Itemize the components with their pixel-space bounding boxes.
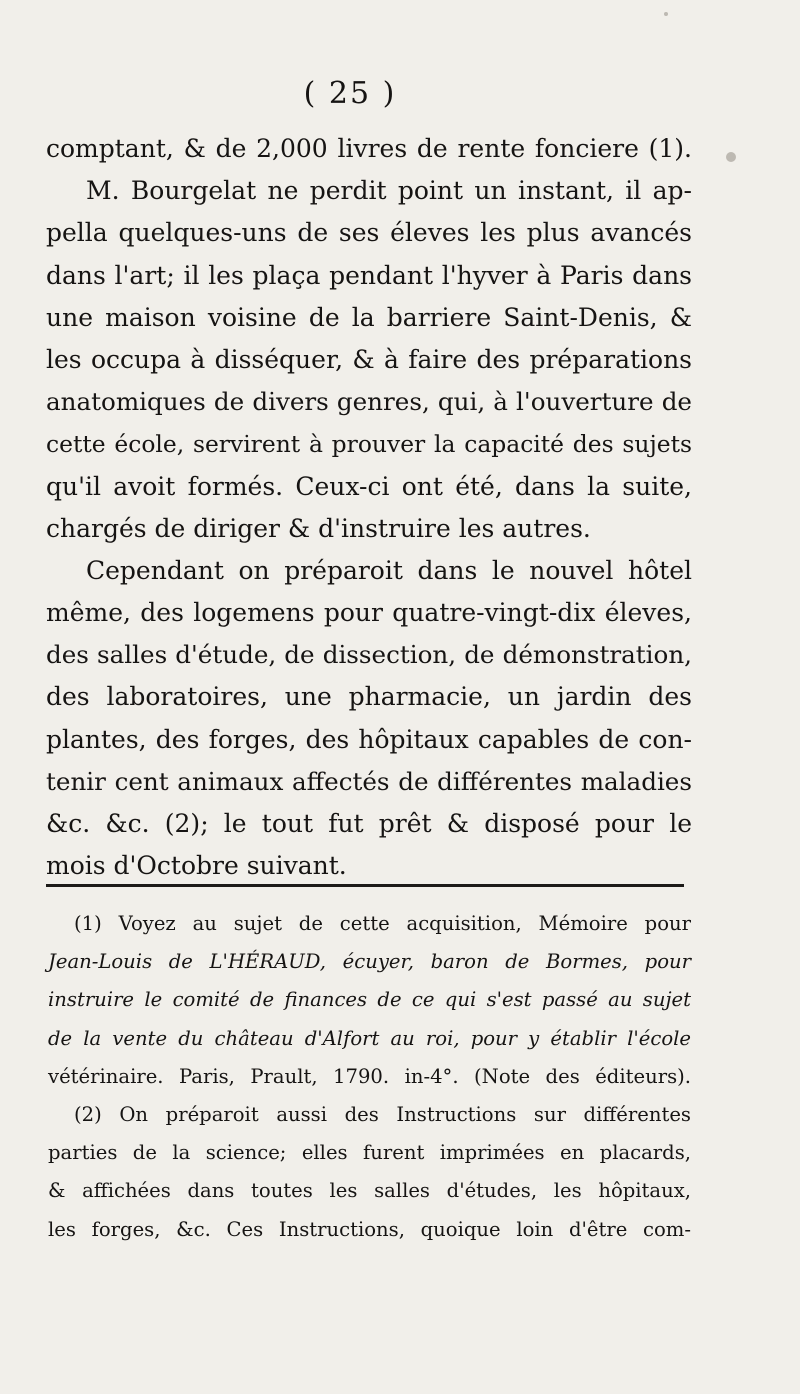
paper-speck xyxy=(664,12,668,16)
text-line: Cependant on préparoit dans le nouvel hôtel xyxy=(86,555,692,585)
page-number: ( 25 ) xyxy=(303,76,397,111)
footnote-line: les forges, &c. Ces Instructions, quoique loin d'être com- xyxy=(48,1217,691,1241)
text-line: des salles d'étude, de dissection, de démonstration, xyxy=(46,640,692,670)
text-line: chargés de diriger & d'instruire les autres. xyxy=(46,513,591,543)
footnote-line: parties de la science; elles furent imprimées en placards, xyxy=(48,1141,691,1165)
text-line: une maison voisine de la barriere Saint-Denis, & xyxy=(46,302,692,332)
main-text xyxy=(46,128,692,887)
footnote-line: vétérinaire. Paris, Prault, 1790. in-4°. (Note des éditeurs). xyxy=(48,1064,691,1088)
footnote-line: (2) On préparoit aussi des Instructions sur différentes xyxy=(74,1102,691,1126)
text-line: anatomiques de divers genres, qui, à l'ouverture de xyxy=(46,387,692,417)
text-line: plantes, des forges, des hôpitaux capables de con- xyxy=(46,724,692,754)
text-line: tenir cent animaux affectés de différentes maladies xyxy=(46,766,692,796)
footnote-line: de la vente du château d'Alfort au roi, pour y établir l'école xyxy=(48,1026,691,1050)
footnote-line: instruire le comité de finances de ce qui s'est passé au sujet xyxy=(48,988,691,1012)
text-line: des laboratoires, une pharmacie, un jardin des xyxy=(46,682,692,712)
text-line: mois d'Octobre suivant. xyxy=(46,851,347,881)
footnotes xyxy=(48,905,691,1249)
text-line: les occupa à disséquer, & à faire des préparations xyxy=(46,344,692,374)
text-line: pella quelques-uns de ses éleves les plus avancés xyxy=(46,218,692,248)
text-line: cette école, servirent à prouver la capacité des sujets xyxy=(46,430,692,459)
paper-speck xyxy=(726,152,736,162)
text-line: qu'il avoit formés. Ceux-ci ont été, dans la suite, xyxy=(46,471,692,501)
text-line: &c. &c. (2); le tout fut prêt & disposé pour le xyxy=(46,809,692,838)
text-line: même, des logemens pour quatre-vingt-dix éleves, xyxy=(46,598,692,628)
footnote-line: (1) Voyez au sujet de cette acquisition, Mémoire pour xyxy=(74,912,691,935)
text-line: M. Bourgelat ne perdit point un instant, il ap- xyxy=(86,176,692,206)
footnote-separator-rule xyxy=(46,884,684,887)
text-line: comptant, & de 2,000 livres de rente fonciere (1). xyxy=(46,134,692,163)
footnote-line: Jean-Louis de L'HÉRAUD, écuyer, baron de Bormes, pour xyxy=(48,950,691,974)
text-line: dans l'art; il les plaça pendant l'hyver à Paris dans xyxy=(46,260,692,290)
footnote-line: & affichées dans toutes les salles d'études, les hôpitaux, xyxy=(48,1179,691,1203)
